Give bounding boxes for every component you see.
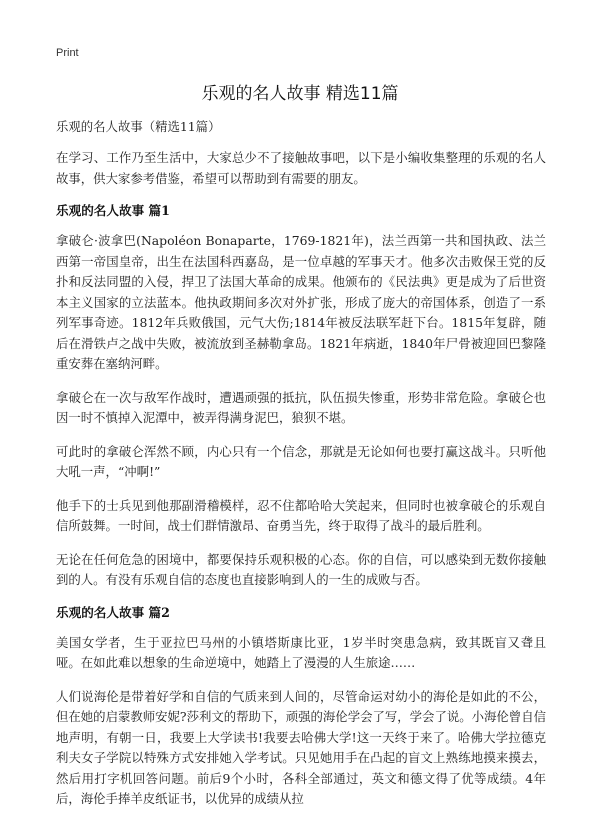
section-paragraph: 拿破仑在一次与敌军作战时，遭遇顽强的抵抗，队伍损失惨重，形势非常危险。拿破仑也因一时不慎掉入泥潭中，被弄得满身泥巴，狼狈不堪。	[56, 389, 546, 425]
print-link[interactable]: Print	[56, 47, 79, 59]
section-paragraph: 拿破仑·波拿巴(Napoléon Bonaparte，1769-1821年)，法兰西第一共和国执政、法兰西第一帝国皇帝，出生在法国科西嘉岛，是一位卓越的军事天才。他多次击败保王党的反扑和反法同盟的入侵，捍卫了法国大革命的成果。他颁布的《民法典》更是成为了后世资本主义国家的立法蓝本。他执政期间多次对外扩张，形成了庞大的帝国体系，创造了一系列军事奇迹。1812年兵败俄国，元气大伤;1814年被反法联军赶下台。1815年复辟，随后在滑铁卢之战中失败，被流放到圣赫勒拿岛。1821年病逝，1840年尸骨被迎回巴黎隆重安葬在塞纳河畔。	[56, 233, 546, 371]
intro-paragraph: 在学习、工作乃至生活中，大家总少不了接触故事吧，以下是小编收集整理的乐观的名人故事，供大家参考借鉴，希望可以帮助到有需要的朋友。	[56, 150, 546, 186]
section-heading: 乐观的名人故事 篇1	[56, 203, 170, 218]
section-paragraph: 他手下的士兵见到他那副滑稽模样，忍不住都哈哈大笑起来，但同时也被拿破仑的乐观自信所鼓舞。一时间，战士们群情激昂、奋勇当先，终于取得了战斗的最后胜利。	[56, 497, 546, 533]
document-subtitle: 乐观的名人故事（精选11篇）	[56, 119, 221, 134]
document-body	[56, 119, 546, 823]
section-1	[56, 202, 546, 591]
section-paragraph: 无论在任何危急的困境中，都要保持乐观积极的心态。你的自信，可以感染到无数你接触到的人。有没有乐观自信的态度也直接影响到人的一生的成败与否。	[56, 551, 546, 587]
section-heading: 乐观的名人故事 篇2	[56, 604, 170, 620]
section-paragraph: 可此时的拿破仑浑然不顾，内心只有一个信念，那就是无论如何也要打赢这战斗。只听他大吼一声，“冲啊!”	[56, 443, 546, 479]
section-2	[56, 604, 546, 810]
section-paragraph: 美国女学者，生于亚拉巴马州的小镇塔斯康比亚，1岁半时突患急病，致其既盲又聋且哑。在如此难以想象的生命逆境中，她踏上了漫漫的人生旅途……	[56, 634, 546, 670]
document-title: 乐观的名人故事 精选11篇	[201, 84, 399, 104]
section-paragraph: 人们说海伦是带着好学和自信的气质来到人间的，尽管命运对幼小的海伦是如此的不公，但在她的启蒙教师安妮?莎利文的帮助下，顽强的海伦学会了写，学会了说。小海伦曾自信地声明，有朝一日，我要上大学读书!我要去哈佛大学!这一天终于来了。哈佛大学拉德克利夫女子学院以特殊方式安排她入学考试。只见她用手在凸起的盲文上熟练地摸来摸去，然后用打字机回答问题。前后9个小时，各科全部通过，英文和德文得了优等成绩。4年后，海伦手捧羊皮纸证书，以优异的成绩从拉	[56, 688, 546, 806]
